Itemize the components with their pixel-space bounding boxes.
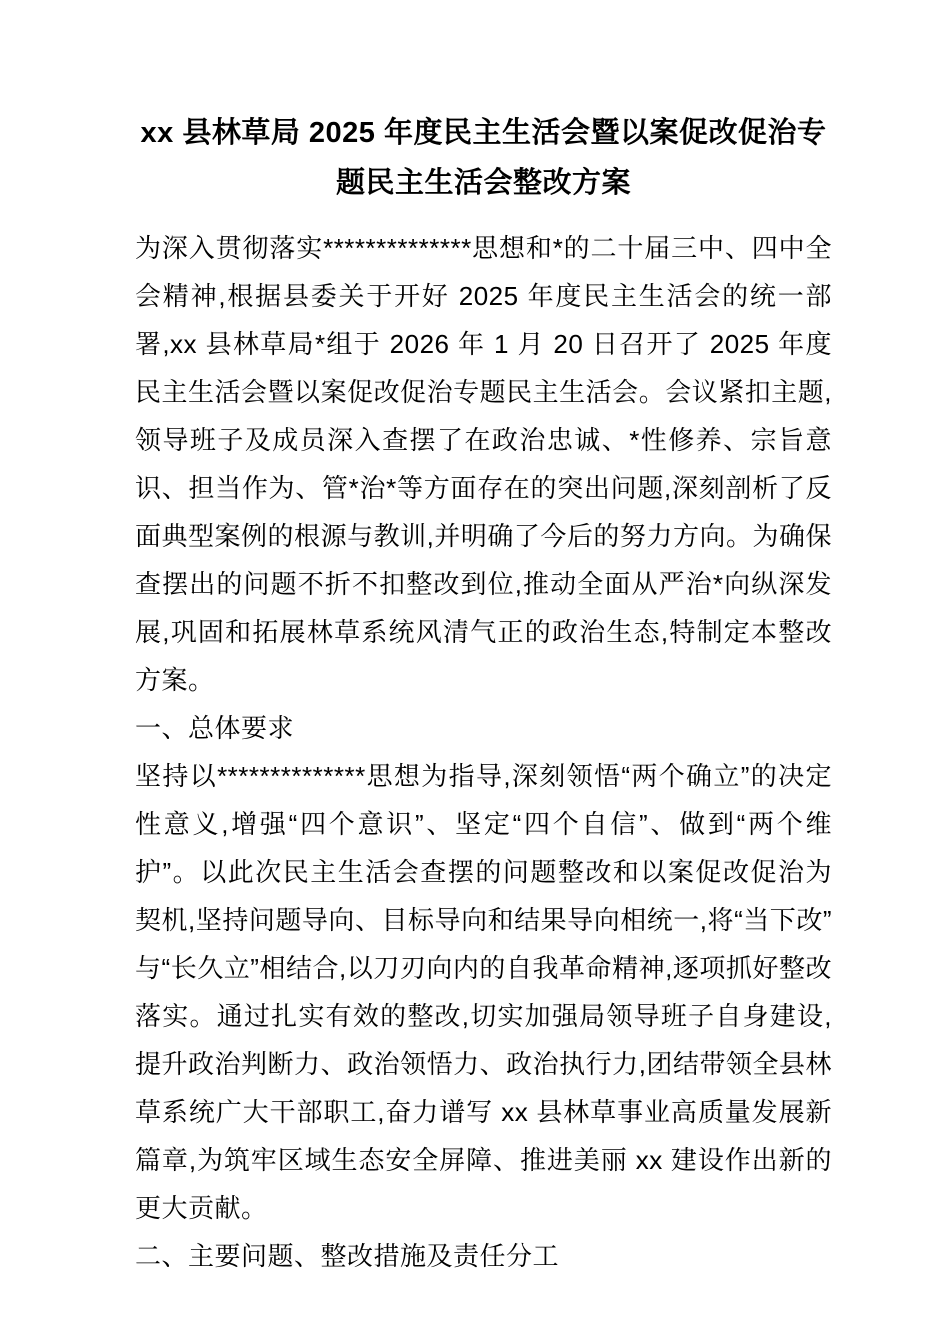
document-content (135, 108, 832, 1280)
paragraph-overall-requirements: 坚持以**************思想为指导,深刻领悟“两个确立”的决定性意义,增强“四个意识”、坚定“四个自信”、做到“两个维护”。以此次民主生活会查摆的问题整改和以案促改促治为契机,坚持问题导向、目标导向和结果导向相统一,将“当下改”与“长久立”相结合,以刀刃向内的自我革命精神,逐项抓好整改落实。通过扎实有效的整改,切实加强局领导班子自身建设,提升政治判断力、政治领悟力、政治执行力,团结带领全县林草系统广大干部职工,奋力谱写 xx 县林草事业高质量发展新篇章,为筑牢区域生态安全屏障、推进美丽 xx 建设作出新的更大贡献。 (135, 761, 832, 1223)
heading-section-1: 一、总体要求 (135, 713, 295, 743)
paragraph-intro: 为深入贯彻落实**************思想和*的二十届三中、四中全会精神,根据县委关于开好 2025 年度民主生活会的统一部署,xx 县林草局*组于 2026 年 1 月 20 日召开了 2025 年度民主生活会暨以案促改促治专题民主生活会。会议紧扣主题,领导班子及成员深入查摆了在政治忠诚、*性修养、宗旨意识、担当作为、管*治*等方面存在的突出问题,深刻剖析了反面典型案例的根源与教训,并明确了今后的努力方向。为确保查摆出的问题不折不扣整改到位,推动全面从严治*向纵深发展,巩固和拓展林草系统风清气正的政治生态,特制定本整改方案。 (135, 233, 832, 695)
document-title: xx 县林草局 2025 年度民主生活会暨以案促改促治专题民主生活会整改方案 (140, 117, 827, 199)
heading-section-2: 二、主要问题、整改措施及责任分工 (135, 1241, 560, 1271)
